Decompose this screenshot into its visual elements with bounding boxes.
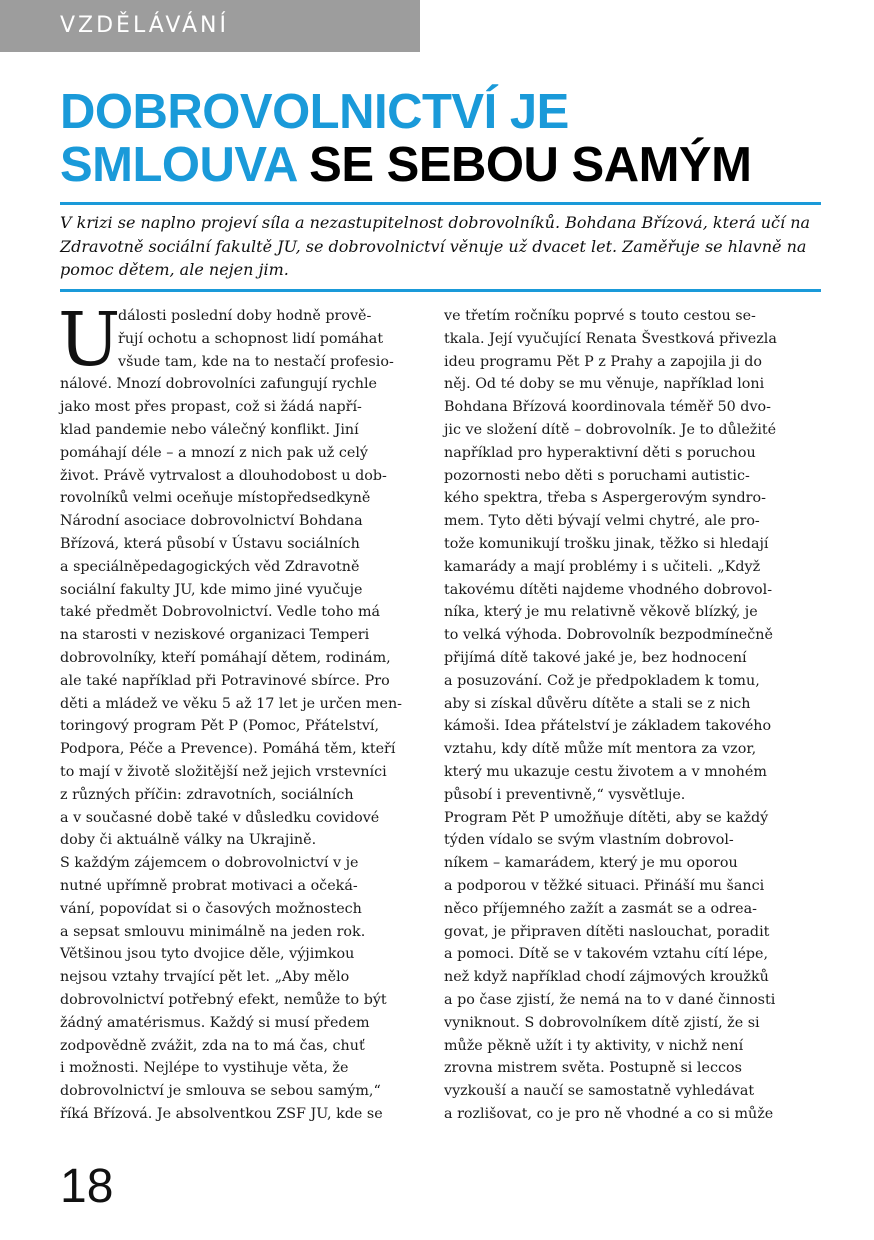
body-line: sociální fakulty JU, kde mimo jiné vyučuje: [60, 581, 363, 598]
body-line: na starosti v neziskové organizaci Temperi: [60, 627, 370, 644]
body-line: z různých příčin: zdravotních, sociálních: [60, 786, 354, 803]
body-line: níkem – kamarádem, který je mu oporou: [444, 855, 738, 872]
body-line: Břízová, která působí v Ústavu sociálních: [60, 535, 360, 552]
body-line: něco příjemného zažít a zasmát se a odrea-: [444, 900, 757, 917]
body-line: vyzkouší a naučí se samostatně vyhledávat: [444, 1083, 755, 1100]
body-line: kámoši. Idea přátelství je základem takového: [444, 718, 772, 735]
body-line: zrovna mistrem světa. Postupně si leccos: [444, 1060, 742, 1077]
body-line: pomáhají déle – a mnozí z nich pak už celý: [60, 444, 368, 461]
body-line: zodpovědně zvážit, zda na to má čas, chuť: [60, 1037, 365, 1054]
body-line: dálosti poslední doby hodně prově-: [118, 308, 372, 324]
body-line: působí i preventivně,“ vysvětluje.: [444, 786, 686, 803]
body-line: dobrovolníky, kteří pomáhají dětem, rodinám,: [60, 649, 391, 666]
body-line: S každým zájemcem o dobrovolnictví v je: [60, 855, 359, 872]
body-line: který mu ukazuje cestu životem a v mnohém: [444, 763, 767, 780]
body-line: kého spektra, třeba s Aspergerovým syndro-: [444, 490, 766, 507]
body-line: například pro hyperaktivní děti s poruchou: [444, 444, 756, 461]
body-line: než když například chodí zájmových kroužků: [444, 969, 769, 986]
body-line: Bohdana Břízová koordinovala téměř 50 dvo-: [444, 399, 771, 416]
body-line: tože komunikují trošku jinak, těžko si hledají: [444, 535, 769, 552]
body-line: nutné upřímně probrat motivaci a očeká-: [60, 877, 358, 894]
body-line: a podporou v těžké situaci. Přináší mu šanci: [444, 877, 765, 894]
body-line: dobrovolnictví je smlouva se sebou samým,“: [60, 1083, 381, 1100]
body-line: Program Pět P umožňuje dítěti, aby se každý: [444, 809, 769, 826]
accent-rule-top: [60, 202, 821, 205]
body-line: něj. Od té doby se mu věnuje, například loni: [444, 376, 765, 393]
accent-rule-bottom: [60, 289, 821, 292]
body-line: mem. Tyto děti bývají velmi chytré, ale pro-: [444, 513, 760, 530]
body-line: klad pandemie nebo válečný konflikt. Jiní: [60, 421, 359, 438]
body-line: také předmět Dobrovolnictví. Vedle toho má: [60, 604, 381, 621]
body-line: řují ochotu a schopnost lidí pomáhat: [118, 330, 384, 347]
body-line: a posuzování. Což je předpokladem k tomu,: [444, 672, 760, 689]
section-label: VZDĚLÁVÁNÍ: [0, 0, 420, 52]
body-line: život. Právě vytrvalost a dlouhodobost u dob-: [60, 467, 387, 484]
body-line: Podpora, Péče a Prevence). Pomáhá těm, kteří: [60, 741, 396, 758]
body-line: týden vídalo se svým vlastním dobrovol-: [444, 832, 734, 849]
body-line: a v současné době také v důsledku covidové: [60, 809, 380, 826]
body-line: a po čase zjistí, že nemá na to v dané činnosti: [444, 991, 776, 1008]
body-line: říká Břízová. Je absolventkou ZSF JU, kde se: [60, 1105, 383, 1122]
body-line: kamarády a mají problémy i s učiteli. „Když: [444, 558, 761, 575]
body-line: toringový program Pět P (Pomoc, Přátelství,: [60, 718, 380, 735]
body-line: a sepsat smlouvu minimálně na jeden rok.: [60, 923, 366, 940]
body-line: i možnosti. Nejlépe to vystihuje věta, že: [60, 1060, 349, 1077]
body-line: děti a mládež ve věku 5 až 17 let je určen men-: [60, 695, 402, 712]
article-lead: V krizi se naplno projeví síla a nezastupitelnost dobrovolníků. Bohdana Břízová, která učí na Zdravotně sociální fakultě JU, se dobrovolnictví věnuje už dvacet let. Zaměřuje se hlavně na pomoc dětem, ale nejen jim.: [60, 213, 811, 279]
body-line: ale také například při Potravinové sbírce. Pro: [60, 672, 390, 689]
headline-line2-blue: SMLOUVA: [60, 138, 297, 192]
body-line: takovému dítěti najdeme vhodného dobrovol-: [444, 581, 773, 598]
body-line: může pěkně užít i ty aktivity, v nichž není: [444, 1037, 744, 1054]
body-line: nejsou vztahy trvající pět let. „Aby mělo: [60, 969, 350, 986]
body-line: govat, je připraven dítěti naslouchat, poradit: [444, 923, 770, 940]
body-line: jako most přes propast, což si žádá napří-: [60, 399, 362, 416]
body-line: tkala. Její vyučující Renata Švestková přivezla: [444, 330, 777, 347]
body-column-right: [444, 305, 814, 1126]
body-line: to velká výhoda. Dobrovolník bezpodmínečně: [444, 627, 773, 644]
body-line: vztahu, kdy dítě může mít mentora za vzor,: [444, 741, 757, 758]
body-line: a rozlišovat, co je pro ně vhodné a co si může: [444, 1105, 774, 1122]
body-line: žádný amatérismus. Každý si musí předem: [60, 1014, 370, 1031]
body-line: všude tam, kde na to nestačí profesio-: [118, 353, 394, 370]
article-headline: [60, 86, 840, 192]
body-line: vyniknout. S dobrovolníkem dítě zjistí, že si: [444, 1014, 760, 1031]
body-line: aby si získal důvěru dítěte a stali se z nich: [444, 695, 751, 712]
body-line: nálové. Mnozí dobrovolníci zafungují rychle: [60, 376, 377, 393]
body-line: dobrovolnictví potřebný efekt, nemůže to být: [60, 991, 387, 1008]
body-line: vání, popovídat si o časových možnostech: [60, 900, 362, 917]
drop-cap: U: [58, 297, 121, 383]
body-column-left: [58, 297, 420, 1126]
body-line: a speciálněpedagogických věd Zdravotně: [60, 558, 360, 575]
body-line: Národní asociace dobrovolnictví Bohdana: [60, 513, 363, 530]
page-number: 18: [60, 1160, 114, 1213]
body-line: Většinou jsou tyto dvojice děle, výjimkou: [60, 946, 355, 963]
body-line: ve třetím ročníku poprvé s touto cestou se-: [444, 308, 756, 324]
body-line: rovolníků velmi oceňuje místopředsedkyně: [60, 490, 371, 507]
body-line: ideu programu Pět P z Prahy a zapojila ji do: [444, 353, 762, 370]
body-line: pozornosti nebo děti s poruchami autistic-: [444, 467, 750, 484]
body-line: to mají v životě složitější než jejich vrstevníci: [60, 763, 387, 780]
headline-line2-black: SE SEBOU SAMÝM: [296, 138, 752, 192]
body-line: níka, který je mu relativně věkově blízký, je: [444, 604, 758, 621]
body-line: jic ve složení dítě – dobrovolník. Je to důležité: [444, 421, 777, 438]
body-line: doby či aktuálně války na Ukrajině.: [60, 832, 317, 849]
headline-line1: DOBROVOLNICTVÍ JE: [60, 85, 569, 139]
body-line: přijímá dítě takové jaké je, bez hodnocení: [444, 649, 747, 666]
body-line: a pomoci. Dítě se v takovém vztahu cítí lépe,: [444, 946, 769, 963]
